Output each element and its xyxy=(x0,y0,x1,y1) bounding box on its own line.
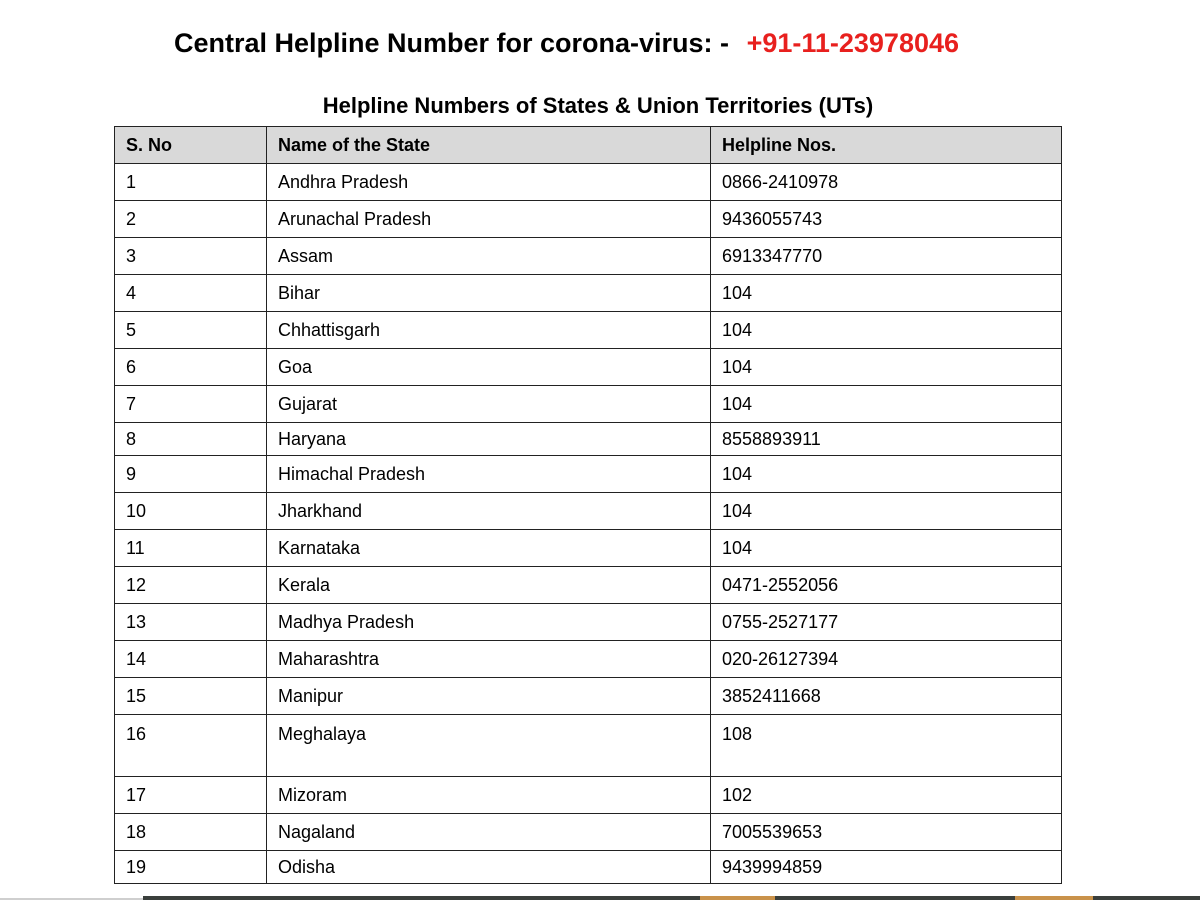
cell-sno: 9 xyxy=(115,456,267,493)
cell-state: Mizoram xyxy=(267,777,711,814)
central-helpline-heading xyxy=(0,28,1133,59)
cell-phone: 104 xyxy=(711,349,1062,386)
cell-state: Karnataka xyxy=(267,530,711,567)
table-title: Helpline Numbers of States & Union Territories (UTs) xyxy=(322,93,874,118)
cell-phone: 0866-2410978 xyxy=(711,164,1062,201)
cell-sno: 14 xyxy=(115,641,267,678)
column-header-sno: S. No xyxy=(115,127,267,164)
cell-sno: 4 xyxy=(115,275,267,312)
bottom-edge-bar xyxy=(0,896,1200,900)
cell-state: Nagaland xyxy=(267,814,711,851)
table-row xyxy=(115,423,1062,456)
cell-phone: 0755-2527177 xyxy=(711,604,1062,641)
cell-sno: 6 xyxy=(115,349,267,386)
cell-sno: 10 xyxy=(115,493,267,530)
cell-sno: 19 xyxy=(115,851,267,884)
cell-phone: 108 xyxy=(711,715,1062,777)
cell-sno: 7 xyxy=(115,386,267,423)
table-row xyxy=(115,641,1062,678)
cell-state: Maharashtra xyxy=(267,641,711,678)
cell-sno: 3 xyxy=(115,238,267,275)
table-row xyxy=(115,567,1062,604)
table-row xyxy=(115,715,1062,777)
table-row xyxy=(115,777,1062,814)
table-row xyxy=(115,604,1062,641)
cell-phone: 6913347770 xyxy=(711,238,1062,275)
table-row xyxy=(115,456,1062,493)
cell-state: Andhra Pradesh xyxy=(267,164,711,201)
table-row xyxy=(115,349,1062,386)
cell-sno: 18 xyxy=(115,814,267,851)
cell-state: Kerala xyxy=(267,567,711,604)
table-row xyxy=(115,201,1062,238)
column-header-state: Name of the State xyxy=(267,127,711,164)
bottom-bar-segment xyxy=(1015,896,1093,900)
table-row xyxy=(115,493,1062,530)
cell-phone: 7005539653 xyxy=(711,814,1062,851)
cell-phone: 3852411668 xyxy=(711,678,1062,715)
helpline-table xyxy=(114,126,1062,884)
cell-phone: 020-26127394 xyxy=(711,641,1062,678)
cell-state: Assam xyxy=(267,238,711,275)
central-helpline-label: Central Helpline Number for corona-virus: - xyxy=(173,28,730,58)
cell-state: Himachal Pradesh xyxy=(267,456,711,493)
cell-sno: 17 xyxy=(115,777,267,814)
cell-phone: 104 xyxy=(711,530,1062,567)
table-row xyxy=(115,851,1062,884)
bottom-bar-segment xyxy=(700,896,775,900)
cell-phone: 9439994859 xyxy=(711,851,1062,884)
cell-sno: 13 xyxy=(115,604,267,641)
cell-phone: 104 xyxy=(711,312,1062,349)
cell-phone: 102 xyxy=(711,777,1062,814)
cell-state: Goa xyxy=(267,349,711,386)
cell-sno: 11 xyxy=(115,530,267,567)
table-row xyxy=(115,386,1062,423)
cell-phone: 104 xyxy=(711,275,1062,312)
table-row xyxy=(115,530,1062,567)
cell-state: Odisha xyxy=(267,851,711,884)
cell-sno: 16 xyxy=(115,715,267,777)
cell-state: Gujarat xyxy=(267,386,711,423)
cell-sno: 15 xyxy=(115,678,267,715)
cell-phone: 0471-2552056 xyxy=(711,567,1062,604)
cell-state: Bihar xyxy=(267,275,711,312)
table-row xyxy=(115,164,1062,201)
cell-phone: 104 xyxy=(711,386,1062,423)
table-header-row xyxy=(115,127,1062,164)
cell-state: Haryana xyxy=(267,423,711,456)
cell-state: Chhattisgarh xyxy=(267,312,711,349)
cell-state: Madhya Pradesh xyxy=(267,604,711,641)
cell-phone: 104 xyxy=(711,493,1062,530)
cell-sno: 12 xyxy=(115,567,267,604)
cell-sno: 8 xyxy=(115,423,267,456)
table-row xyxy=(115,814,1062,851)
cell-state: Jharkhand xyxy=(267,493,711,530)
cell-phone: 8558893911 xyxy=(711,423,1062,456)
table-row xyxy=(115,275,1062,312)
table-row xyxy=(115,678,1062,715)
cell-state: Manipur xyxy=(267,678,711,715)
table-row xyxy=(115,312,1062,349)
table-row xyxy=(115,238,1062,275)
cell-sno: 2 xyxy=(115,201,267,238)
cell-sno: 1 xyxy=(115,164,267,201)
cell-sno: 5 xyxy=(115,312,267,349)
cell-state: Meghalaya xyxy=(267,715,711,777)
central-helpline-number: +91-11-23978046 xyxy=(746,28,960,58)
cell-phone: 9436055743 xyxy=(711,201,1062,238)
cell-phone: 104 xyxy=(711,456,1062,493)
cell-state: Arunachal Pradesh xyxy=(267,201,711,238)
column-header-phone: Helpline Nos. xyxy=(711,127,1062,164)
